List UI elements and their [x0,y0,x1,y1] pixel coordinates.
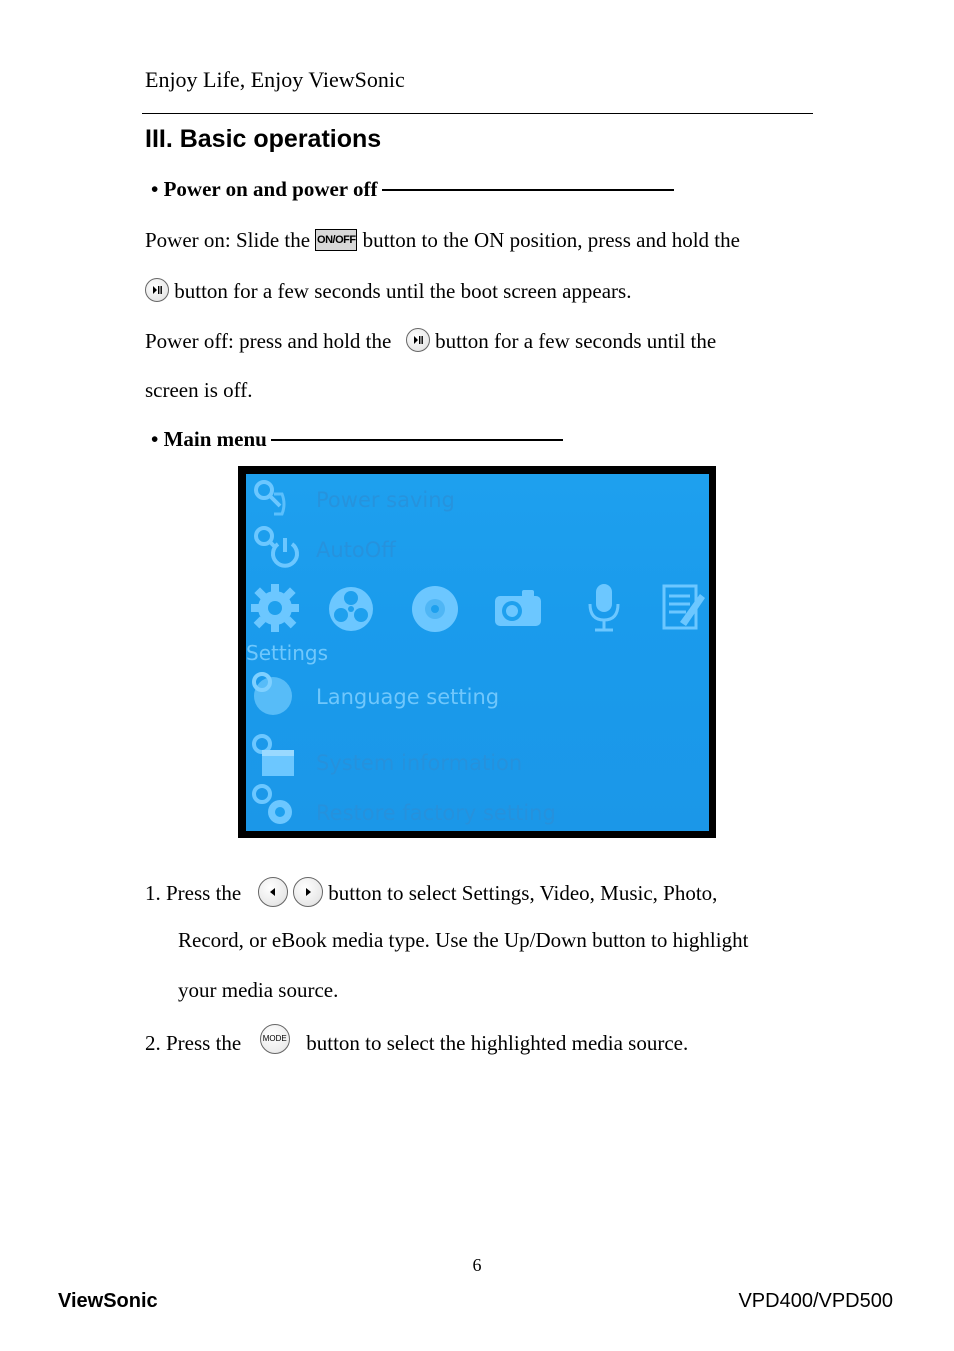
step-1-prefix: 1. Press the [145,880,242,905]
header-divider [142,113,813,114]
power-off-prefix: Power off: press and hold the [145,329,392,353]
power-off-line-1 [145,329,716,355]
film-reel-icon [326,584,376,634]
globe-icon [248,670,298,718]
menu-item-auto-off: AutoOff [316,538,396,562]
menu-item-power-saving: Power saving [316,488,455,512]
menu-item-settings: Settings [246,641,329,665]
power-heading-text: • Power on and power off [151,177,378,201]
footer-brand: ViewSonic [58,1290,158,1312]
play-pause-icon [406,328,430,352]
power-off-line-2: screen is off. [145,378,253,402]
left-arrow-icon [258,877,288,907]
menu-item-system-info: System information [316,751,523,775]
power-on-line-2 [145,279,631,305]
mode-button-icon: MODE [260,1024,290,1054]
page-number: 6 [472,1255,482,1275]
power-on-suffix: button to the ON position, press and hold the [362,228,740,252]
step-1-line-1 [145,880,717,910]
power-on-prefix: Power on: Slide the [145,228,311,252]
wrench-icon [252,480,300,520]
power-on-line-2-text: button for a few seconds until the boot screen appears. [174,279,632,303]
step-2-line [145,1030,688,1060]
gear-icon [250,582,300,634]
onoff-switch-icon: ON/OFF [315,229,357,251]
restore-gears-icon [250,784,298,830]
power-timer-icon [252,526,302,570]
step-2-suffix: button to select the highlighted media source. [306,1030,689,1055]
microphone-icon [584,580,624,636]
step-2-prefix: 2. Press the [145,1030,242,1055]
step-1-line-2: Record, or eBook media type. Use the Up/Down button to highlight [178,928,749,952]
window-icon [250,734,298,780]
power-on-line-1 [145,228,740,253]
power-heading [151,177,674,202]
main-menu-heading-text: • Main menu [151,427,267,451]
device-screen [246,474,709,831]
heading-rule [271,439,563,441]
power-off-suffix: button for a few seconds until the [435,329,717,353]
step-1-line-3: your media source. [178,978,339,1002]
footer-model: VPD400/VPD500 [738,1290,893,1312]
menu-item-language: Language setting [316,685,500,709]
heading-rule [382,189,674,191]
menu-item-restore: Restore factory setting [316,801,556,825]
right-arrow-icon [293,877,323,907]
disc-icon [410,584,460,634]
ebook-icon [660,582,706,632]
play-pause-icon [145,278,169,302]
page-header-tagline: Enjoy Life, Enjoy ViewSonic [145,67,405,92]
step-1-suffix: button to select Settings, Video, Music, Photo, [328,880,718,905]
main-menu-screenshot [238,466,716,838]
section-title: III. Basic operations [145,125,382,153]
main-menu-heading [151,427,563,452]
camera-icon [492,586,544,630]
